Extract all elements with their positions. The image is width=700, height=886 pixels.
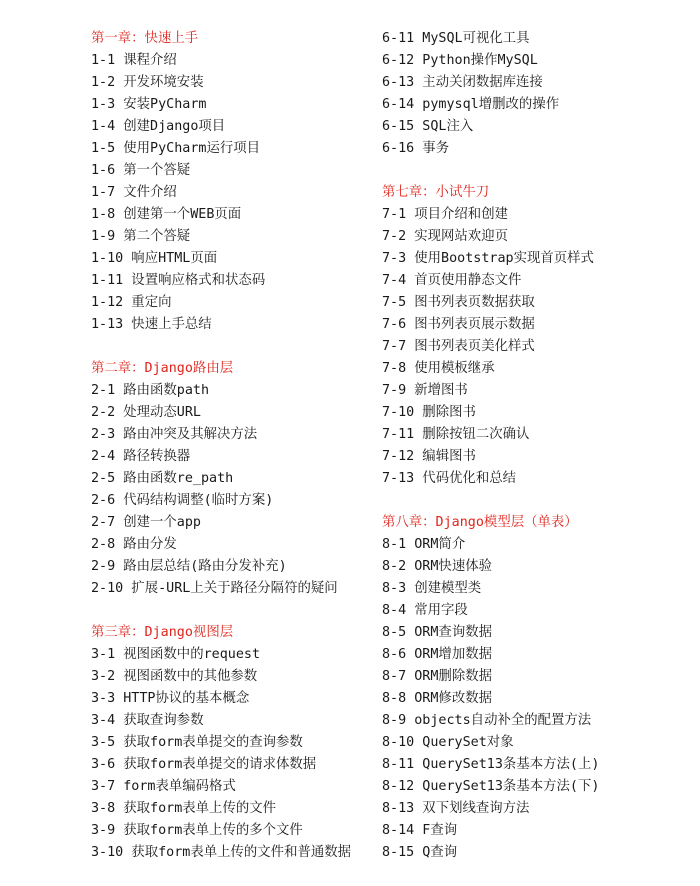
lesson-item: 7-5 图书列表页数据获取 [382, 295, 535, 310]
lesson-item: 3-9 获取form表单上传的多个文件 [91, 823, 303, 838]
lesson-item: 8-13 双下划线查询方法 [382, 801, 530, 816]
lesson-item: 2-5 路由函数re_path [91, 471, 234, 486]
lesson-item: 7-1 项目介绍和创建 [382, 207, 508, 222]
lesson-item: 7-12 编辑图书 [382, 449, 476, 464]
lesson-item: 7-2 实现网站欢迎页 [382, 229, 508, 244]
lesson-item: 7-10 删除图书 [382, 405, 476, 420]
lesson-item: 1-13 快速上手总结 [91, 317, 212, 332]
lesson-item: 6-12 Python操作MySQL [382, 53, 538, 68]
lesson-item: 3-1 视图函数中的request [91, 647, 261, 662]
lesson-item: 2-6 代码结构调整(临时方案) [91, 493, 274, 508]
lesson-item: 3-2 视图函数中的其他参数 [91, 669, 258, 684]
lesson-item: 2-7 创建一个app [91, 515, 201, 530]
chapter-section [382, 28, 692, 160]
lesson-item: 3-6 获取form表单提交的请求体数据 [91, 757, 317, 772]
lesson-item: 8-10 QuerySet对象 [382, 735, 514, 750]
chapter-section [382, 182, 692, 490]
lesson-item: 6-15 SQL注入 [382, 119, 474, 134]
lesson-item: 1-12 重定向 [91, 295, 172, 310]
lesson-item: 7-7 图书列表页美化样式 [382, 339, 535, 354]
lesson-item: 7-6 图书列表页展示数据 [382, 317, 535, 332]
lesson-item: 2-4 路径转换器 [91, 449, 191, 464]
lesson-item: 3-7 form表单编码格式 [91, 779, 236, 794]
lesson-item: 1-1 课程介绍 [91, 53, 177, 68]
lesson-item: 1-11 设置响应格式和状态码 [91, 273, 266, 288]
lesson-item: 8-11 QuerySet13条基本方法(上) [382, 757, 600, 772]
lesson-item: 8-14 F查询 [382, 823, 458, 838]
lesson-item: 7-3 使用Bootstrap实现首页样式 [382, 251, 594, 266]
lesson-item: 8-1 ORM简介 [382, 537, 466, 552]
chapter-title: 第八章：Django模型层（单表） [382, 515, 578, 530]
lesson-item: 6-13 主动关闭数据库连接 [382, 75, 543, 90]
lesson-item: 8-3 创建模型类 [382, 581, 482, 596]
chapter-section [382, 512, 692, 864]
lesson-item: 6-14 pymysql增删改的操作 [382, 97, 560, 112]
lesson-item: 3-10 获取form表单上传的文件和普通数据 [91, 845, 352, 860]
lesson-item: 3-3 HTTP协议的基本概念 [91, 691, 250, 706]
lesson-item: 8-9 objects自动补全的配置方法 [382, 713, 592, 728]
lesson-item: 8-6 ORM增加数据 [382, 647, 492, 662]
chapter-section [91, 622, 376, 864]
lesson-item: 3-4 获取查询参数 [91, 713, 204, 728]
lesson-item: 8-5 ORM查询数据 [382, 625, 492, 640]
lesson-item: 2-8 路由分发 [91, 537, 177, 552]
lesson-item: 6-11 MySQL可视化工具 [382, 31, 530, 46]
lesson-item: 8-7 ORM删除数据 [382, 669, 492, 684]
lesson-item: 1-6 第一个答疑 [91, 163, 191, 178]
chapter-title: 第二章：Django路由层 [91, 361, 234, 376]
lesson-item: 7-13 代码优化和总结 [382, 471, 517, 486]
lesson-item: 3-5 获取form表单提交的查询参数 [91, 735, 303, 750]
lesson-item: 1-10 响应HTML页面 [91, 251, 218, 266]
lesson-item: 1-8 创建第一个WEB页面 [91, 207, 242, 222]
chapter-section [91, 28, 376, 336]
lesson-item: 3-8 获取form表单上传的文件 [91, 801, 277, 816]
lesson-item: 8-8 ORM修改数据 [382, 691, 492, 706]
lesson-item: 1-7 文件介绍 [91, 185, 177, 200]
left-column [91, 28, 376, 886]
right-column [382, 28, 692, 886]
lesson-item: 8-4 常用字段 [382, 603, 468, 618]
lesson-item: 1-4 创建Django项目 [91, 119, 226, 134]
lesson-item: 1-3 安装PyCharm [91, 97, 207, 112]
lesson-item: 1-5 使用PyCharm运行项目 [91, 141, 261, 156]
chapter-title: 第一章：快速上手 [91, 31, 199, 46]
lesson-item: 8-2 ORM快速体验 [382, 559, 492, 574]
lesson-item: 2-9 路由层总结(路由分发补充) [91, 559, 287, 574]
lesson-item: 8-12 QuerySet13条基本方法(下) [382, 779, 600, 794]
lesson-item: 1-9 第二个答疑 [91, 229, 191, 244]
chapter-title: 第三章：Django视图层 [91, 625, 234, 640]
lesson-item: 2-3 路由冲突及其解决方法 [91, 427, 258, 442]
chapter-section [91, 358, 376, 600]
lesson-item: 2-2 处理动态URL [91, 405, 201, 420]
lesson-item: 7-9 新增图书 [382, 383, 468, 398]
chapter-title: 第七章：小试牛刀 [382, 185, 490, 200]
lesson-item: 7-8 使用模板继承 [382, 361, 495, 376]
lesson-item: 8-15 Q查询 [382, 845, 458, 860]
lesson-item: 7-4 首页使用静态文件 [382, 273, 522, 288]
lesson-item: 7-11 删除按钮二次确认 [382, 427, 530, 442]
lesson-item: 6-16 事务 [382, 141, 450, 156]
lesson-item: 2-10 扩展-URL上关于路径分隔符的疑问 [91, 581, 338, 596]
lesson-item: 2-1 路由函数path [91, 383, 210, 398]
lesson-item: 1-2 开发环境安装 [91, 75, 204, 90]
